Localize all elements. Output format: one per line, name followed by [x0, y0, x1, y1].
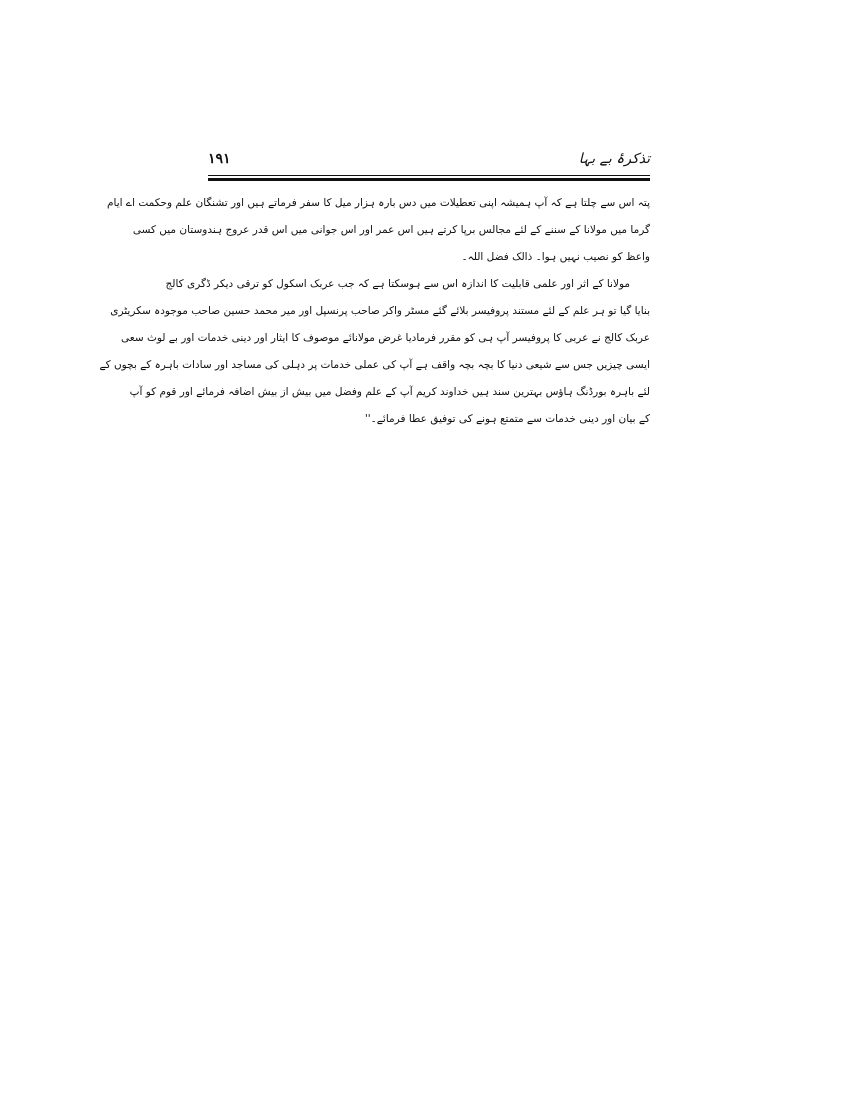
header-rule-top — [208, 175, 650, 176]
text-line: واعظ کو نصیب نہیں ہوا۔ ذالک فضل اللہ۔ — [461, 251, 650, 263]
running-header — [208, 151, 650, 183]
text-line: گرما میں مولانا کے سننے کے لئے مجالس برپا کرتے ہیں اس عمر اور اس جوانی میں اس قدر عروج ہندوستان میں کسی — [132, 224, 650, 236]
text-line: ایسی چیزیں جس سے شیعی دنیا کا بچہ بچہ واقف ہے آپ کی عملی خدمات پر دہلی کی مساجد اور سادات باہرہ کے بچوں کے — [99, 359, 650, 371]
text-line: پتہ اس سے چلتا ہے کہ آپ ہمیشہ اپنی تعطیلات میں دس بارہ ہزار میل کا سفر فرماتے ہیں اور تشنگان علم وحکمت اے ایام — [107, 197, 650, 209]
text-line: مولانا کے اثر اور علمی قابلیت کا اندازہ اس سے ہوسکتا ہے کہ جب عربک اسکول کو ترقی دیکر ڈگری کالج — [165, 278, 630, 290]
text-line: کے بیان اور دینی خدمات سے متمتع ہونے کی توفیق عطا فرمائے۔'' — [364, 413, 650, 425]
text-line: عربک کالج نے عربی کا پروفیسر آپ ہی کو مقرر فرمادیا غرض مولانائے موصوف کا ایثار اور دینی خدمات اور بے لوث سعی — [121, 332, 650, 344]
paragraph-2 — [99, 271, 650, 433]
book-title: تذکرۂ بے بہا — [578, 151, 650, 167]
text-line: بنایا گیا تو ہر علم کے لئے مستند پروفیسر بلائے گئے مسٹر واکر صاحب پرنسپل اور میر محمد حسین صاحب موجودہ سکریٹری — [110, 305, 650, 317]
body-text — [99, 190, 650, 433]
paragraph-1 — [107, 190, 650, 271]
header-rule-bottom — [208, 178, 650, 181]
page-number: ۱۹۱ — [208, 151, 231, 167]
text-line: لئے باہرہ بورڈنگ ہاؤس بہترین سند ہیں خداوند کریم آپ کے علم وفضل میں بیش از بیش اضافہ فرمائے اور قوم کو آپ — [129, 386, 650, 398]
